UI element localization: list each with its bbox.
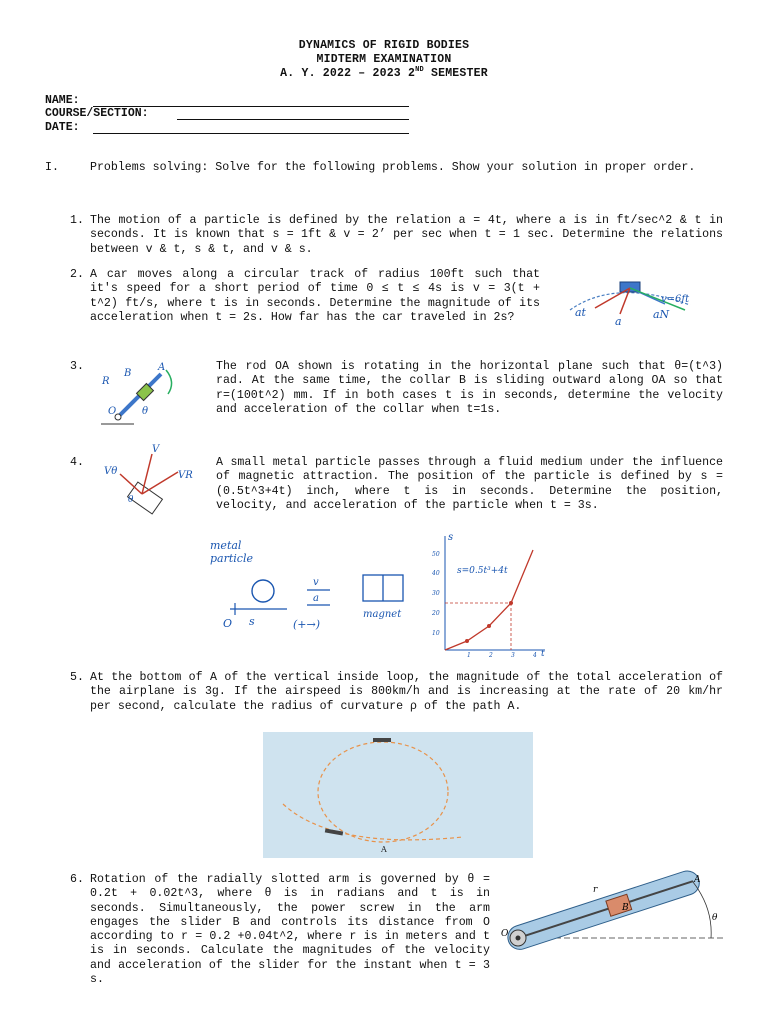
p3-b-label: B	[124, 368, 132, 379]
p4-graph-ylabel: s	[448, 532, 454, 543]
p3-a-label: A	[158, 362, 166, 373]
p4-xtick-2: 2	[489, 652, 493, 658]
p4-xaxis-t: t	[541, 649, 545, 658]
p4-plus-label: (+→)	[293, 618, 321, 631]
slotted-arm-figure	[498, 868, 730, 963]
p4-vr-label: VR	[178, 470, 193, 481]
p4-curve-label: s=0.5t³+4t	[457, 566, 508, 576]
p2-at-label: at	[575, 306, 586, 319]
problem-6-number: 6.	[70, 873, 84, 886]
airplane-loop-figure	[263, 732, 533, 858]
academic-year-text: A. Y. 2022 – 2023 2	[280, 67, 416, 80]
magnet-sketch-figure	[205, 535, 410, 635]
p4-o-label: O	[223, 617, 233, 630]
name-label: NAME:	[45, 94, 80, 107]
p4-metal-label: metal	[210, 539, 242, 552]
p4-ytick-20: 20	[432, 610, 440, 617]
p4-v-label: V	[152, 444, 160, 455]
p4-xtick-1: 1	[467, 652, 471, 658]
p4-a-sketch-label: a	[313, 593, 319, 604]
p4-particle-label: particle	[210, 552, 253, 565]
position-time-graph	[425, 528, 550, 658]
problem-5-number: 5.	[70, 671, 84, 684]
course-section-label: COURSE/SECTION:	[45, 107, 149, 120]
p6-o-label: O	[501, 929, 509, 939]
problem-1-number: 1.	[70, 214, 84, 227]
problem-3-text: The rod OA shown is rotating in the horizontal plane such that θ=(t^3) rad. At the same time, the collar B is sliding outward along OA so that r=(100t^2) mm. If in both cases t is in seconds, determine the velocity and acceleration of the collar when t=1s.	[216, 360, 723, 416]
problem-6-text: Rotation of the radially slotted arm is governed by θ = 0.2t + 0.02t^3, where θ is in radians and t is in seconds. Simultaneously, the power screw in the arm engages the slider B and controls its distance from O according to r = 0.2 +0.04t^2, where r is in meters and t is in seconds. Calculate the magnitudes of the velocity and acceleration of the slider for the instant when t = 3 s.	[90, 873, 490, 987]
p4-ytick-40: 40	[432, 570, 440, 577]
p4-xtick-4: 4	[533, 652, 537, 658]
date-field-line[interactable]	[93, 133, 409, 134]
section-instructions: Problems solving: Solve for the following problems. Show your solution in proper order.	[90, 161, 696, 174]
problem-4-text: A small metal particle passes through a fluid medium under the influence of magnetic attraction. The position of the particle is defined by s = (0.5t^3+4t) inch, where t is in seconds. Determine the position, velocity, and acceleration of the particle when t = 3s.	[216, 456, 723, 512]
problem-4-number: 4.	[70, 456, 84, 469]
p3-r-label: R	[102, 376, 110, 387]
p6-b-label: B	[622, 903, 629, 913]
p5-a-label: A	[381, 845, 387, 854]
rotating-rod-figure	[96, 362, 186, 432]
p4-theta-label: θ	[128, 495, 134, 505]
p4-s-label: s	[249, 615, 255, 628]
p4-vtheta-label: Vθ	[104, 466, 118, 477]
p3-o-label: O	[108, 406, 117, 417]
p3-theta-label: θ	[142, 406, 149, 417]
car-acceleration-figure	[565, 270, 700, 330]
p4-ytick-10: 10	[432, 630, 440, 637]
semester-ordinal: ND	[415, 66, 424, 74]
p4-magnet-label: magnet	[363, 609, 402, 620]
problem-3-number: 3.	[70, 360, 84, 373]
particle-vector-figure	[100, 444, 195, 524]
academic-year	[0, 66, 768, 80]
problem-2-number: 2.	[70, 268, 84, 281]
problem-2-text: A car moves along a circular track of radius 100ft such that it's speed for a short period of time 0 ≤ t ≤ 4s is v = 3(t + t^2) ft/s, where t is in seconds. Determine the magnitude of its acceleration when t = 2s. How far has the car traveled in 2s?	[90, 268, 540, 324]
p2-a-label: a	[615, 315, 622, 328]
p2-an-label: aN	[653, 308, 670, 321]
p4-ytick-30: 30	[432, 590, 440, 597]
section-number: I.	[45, 161, 59, 174]
p6-theta-label: θ	[712, 913, 718, 923]
problem-1-text: The motion of a particle is defined by the relation a = 4t, where a is in ft/sec^2 & t in seconds. It is known that s = 1ft & v = 2’ per sec when t = 1 sec. Determine the relations between v & t, s & t, and v & s.	[90, 214, 723, 256]
course-title: DYNAMICS OF RIGID BODIES	[298, 39, 470, 52]
p4-xtick-3: 3	[511, 652, 515, 658]
p4-ytick-50: 50	[432, 551, 440, 558]
exam-title: MIDTERM EXAMINATION	[316, 53, 452, 66]
p6-a-label: A	[694, 875, 701, 885]
p6-r-label: r	[593, 885, 598, 895]
semester-label: SEMESTER	[423, 67, 488, 80]
course-section-field-line[interactable]	[177, 119, 409, 120]
problem-5-text: At the bottom of A of the vertical inside loop, the magnitude of the total acceleration of the airplane is 3g. If the airspeed is 800km/h and is increasing at the rate of 20 km/hr per second, calculate the radius of curvature ρ of the path A.	[90, 671, 723, 713]
p4-v-sketch-label: v	[313, 577, 319, 588]
p2-v-label: v=6ft	[661, 294, 690, 305]
date-label: DATE:	[45, 121, 80, 134]
